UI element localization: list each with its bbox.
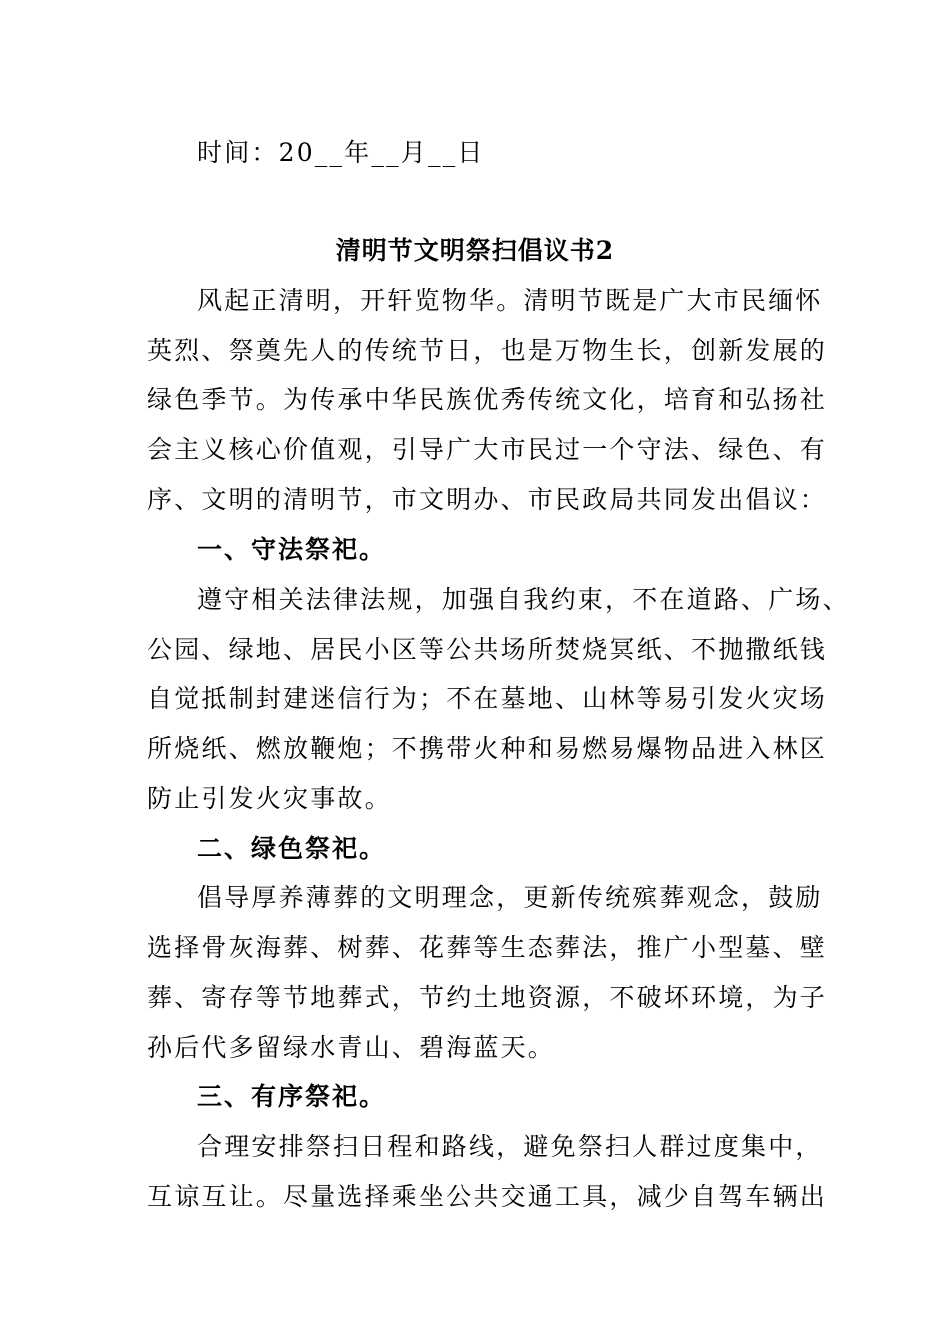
section-heading: 一、守法祭祀。 — [197, 535, 387, 564]
section-heading: 二、绿色祭祀。 — [197, 834, 387, 863]
paragraph-line: 孙后代多留绿水青山、碧海蓝天。 — [147, 1033, 556, 1062]
paragraph-line: 选择骨灰海葬、树葬、花葬等生态葬法，推广小型墓、壁 — [147, 933, 828, 962]
paragraph-line: 自觉抵制封建迷信行为；不在墓地、山林等易引发火灾场 — [147, 684, 828, 713]
section-heading: 三、有序祭祀。 — [197, 1082, 387, 1111]
paragraph-line: 风起正清明，开轩览物华。清明节既是广大市民缅怀 — [197, 286, 823, 315]
paragraph-line: 英烈、祭奠先人的传统节日，也是万物生长，创新发展的 — [147, 336, 828, 365]
paragraph-line: 倡导厚养薄葬的文明理念，更新传统殡葬观念，鼓励 — [197, 883, 823, 912]
paragraph-line: 所烧纸、燃放鞭炮；不携带火种和易燃易爆物品进入林区 — [147, 734, 828, 763]
paragraph-line: 公园、绿地、居民小区等公共场所焚烧冥纸、不抛撒纸钱 — [147, 635, 828, 664]
paragraph-line: 合理安排祭扫日程和路线，避免祭扫人群过度集中， — [197, 1132, 823, 1161]
paragraph-line: 互谅互让。尽量选择乘坐公共交通工具，减少自驾车辆出 — [147, 1182, 828, 1211]
paragraph-line: 序、文明的清明节，市文明办、市民政局共同发出倡议： — [147, 485, 828, 514]
date-line: 时间：20__年__月__日 — [197, 138, 485, 167]
paragraph-line: 葬、寄存等节地葬式，节约土地资源，不破坏环境，为子 — [147, 983, 828, 1012]
paragraph-line: 遵守相关法律法规，加强自我约束，不在道路、广场、 — [197, 585, 850, 614]
paragraph-line: 防止引发火灾事故。 — [147, 784, 392, 813]
document-title: 清明节文明祭扫倡议书2 — [335, 236, 615, 265]
paragraph-line: 绿色季节。为传承中华民族优秀传统文化，培育和弘扬社 — [147, 385, 828, 414]
paragraph-line: 会主义核心价值观，引导广大市民过一个守法、绿色、有 — [147, 435, 828, 464]
